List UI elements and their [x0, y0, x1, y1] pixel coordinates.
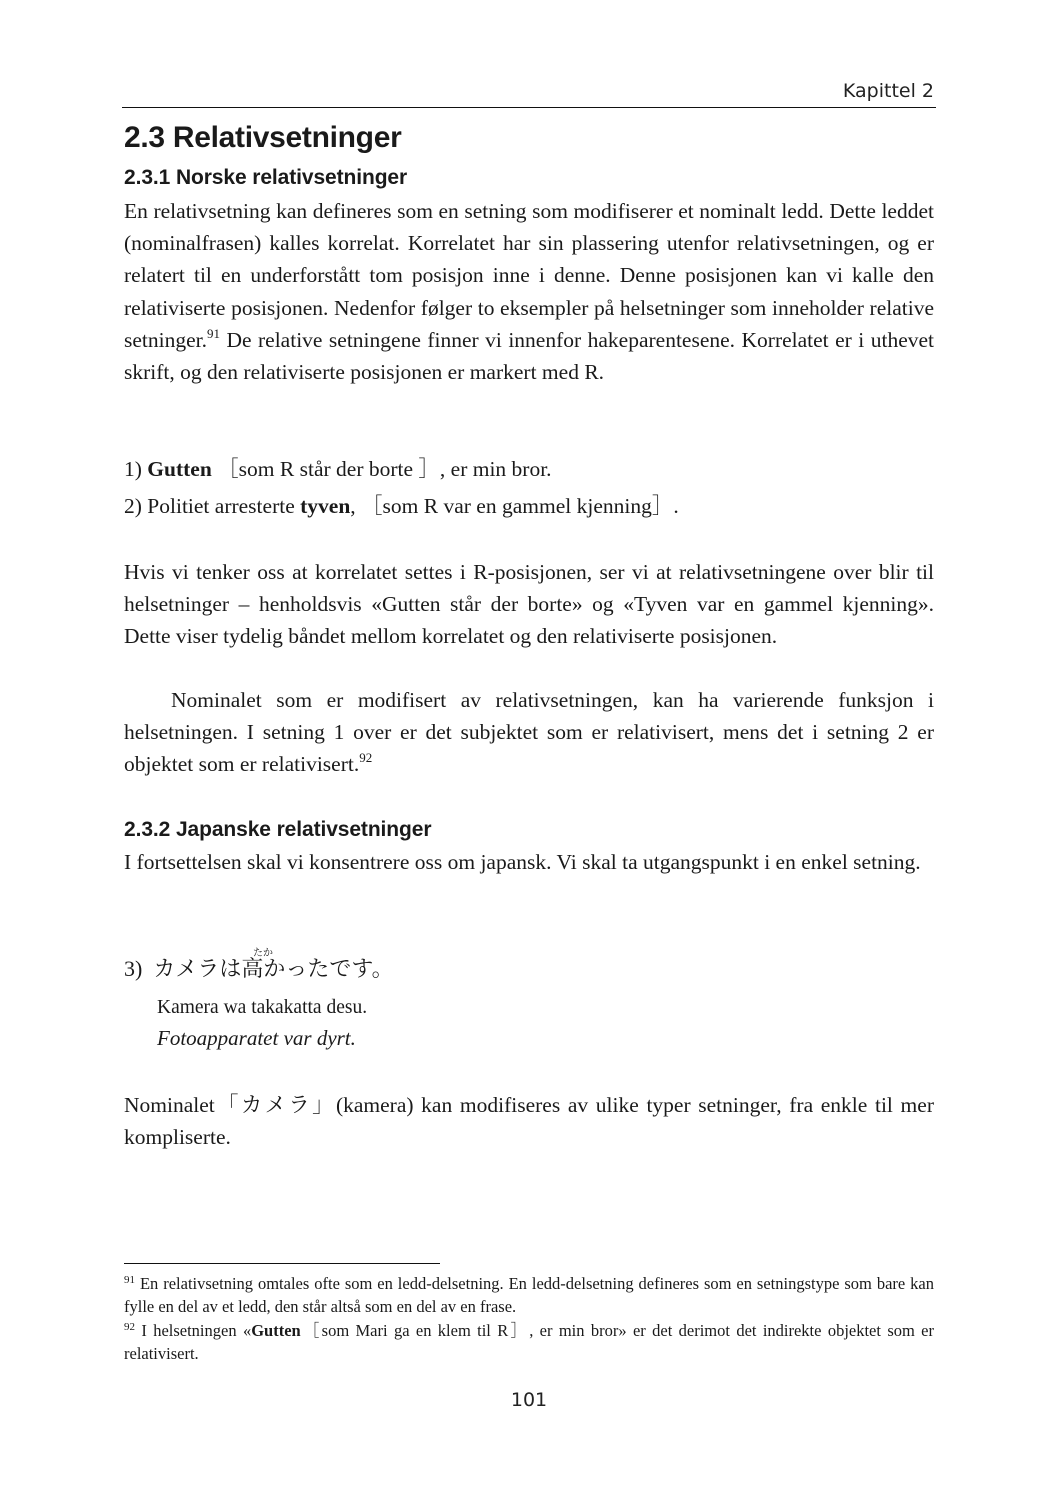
paragraph-text: De relative setningene finner vi innenfor hakeparentesene. Korrelatet er i uthevet skrift, og den relativiserte posisjonen er markert med R.: [124, 327, 934, 385]
correlate-bold: Gutten: [147, 457, 212, 481]
example-number: 1): [124, 457, 148, 481]
section-title: 2.3 Relativsetninger: [124, 121, 402, 154]
subsection-title-norske: 2.3.1 Norske relativsetninger: [124, 166, 408, 189]
chapter-label: Kapittel 2: [842, 80, 934, 102]
example-2: [124, 488, 679, 525]
example-text: ［som R står der borte ］, er min bror.: [211, 457, 552, 481]
example-text: , ［som R var en gammel kjenning］.: [350, 494, 679, 518]
footnote-number: 92: [124, 1321, 135, 1333]
example-text: 2) Politiet arresterte: [124, 494, 301, 518]
page-number: 101: [510, 1389, 548, 1411]
example-3-translation: Fotoapparatet var dyrt.: [157, 1026, 356, 1050]
example-3-romaji: Kamera wa takakatta desu.: [157, 997, 368, 1018]
paragraph-intro: [124, 195, 934, 388]
running-header: [122, 80, 936, 108]
footnote-text: I helsetningen «: [135, 1321, 252, 1340]
footnote-number: 91: [124, 1274, 135, 1286]
example-number: 3): [124, 956, 143, 981]
footnote-divider: [124, 1263, 440, 1264]
correlate-bold: tyven: [300, 494, 351, 518]
footnote-text: En relativsetning omtales ofte som en ledd-delsetning. En ledd-delsetning defineres som en setningstype som bare kan fylle en del av et ledd, den står altså som en del av en frase.: [124, 1274, 934, 1316]
example-3-japanese: [124, 948, 394, 983]
paragraph-nominal-function: [124, 684, 934, 781]
footnote-ref-92[interactable]: 92: [359, 750, 373, 766]
paragraph-japanese-intro: I fortsettelsen skal vi konsentrere oss om japansk. Vi skal ta utgangspunkt i en enkel setning.: [124, 850, 921, 874]
japanese-sentence: カメラは高かったです。: [153, 956, 394, 981]
paragraph-r-position: Hvis vi tenker oss at korrelatet settes i R-posisjonen, ser vi at relativsetningene over blir til helsetninger – henholdsvis «Gutten står der borte» og «Tyven var en gammel kjenning». Dette viser tydelig båndet mellom korrelatet og den relativiserte posisjonen.: [124, 560, 934, 649]
paragraph-text: Nominalet som er modifisert av relativsetningen, kan ha varierende funksjon i helsetningen. I setning 1 over er det subjektet som er relativisert, mens det i setning 2 er objektet som er relativisert.: [124, 688, 934, 777]
paragraph-text: En relativsetning kan defineres som en setning som modifiserer et nominalt ledd. Dette leddet (nominalfrasen) kalles korrelat. Korrelatet har sin plassering utenfor relativsetningen, og er relatert til en underforstått tom posisjon inne i denne. Denne posisjonen kan vi kalle den relativiserte posisjonen. Nedenfor følger to eksempler på helsetninger som inneholder relative setninger.: [124, 199, 934, 352]
example-1: [124, 451, 552, 488]
subsection-title-japanske: 2.3.2 Japanske relativsetninger: [124, 818, 432, 841]
footnote-92: [124, 1320, 934, 1365]
footnote-text: ［som Mari ga en klem til R］, er min bror» er det derimot det indirekte objektet som er relativisert.: [124, 1321, 934, 1363]
correlate-bold: Gutten: [251, 1321, 301, 1340]
footnote-ref-91[interactable]: 91: [207, 325, 220, 341]
footnote-91: [124, 1273, 934, 1318]
paragraph-kamera: Nominalet「カメラ」(kamera) kan modifiseres av ulike typer setninger, fra enkle til mer kompliserte.: [124, 1093, 934, 1150]
furigana: たか: [253, 948, 273, 959]
